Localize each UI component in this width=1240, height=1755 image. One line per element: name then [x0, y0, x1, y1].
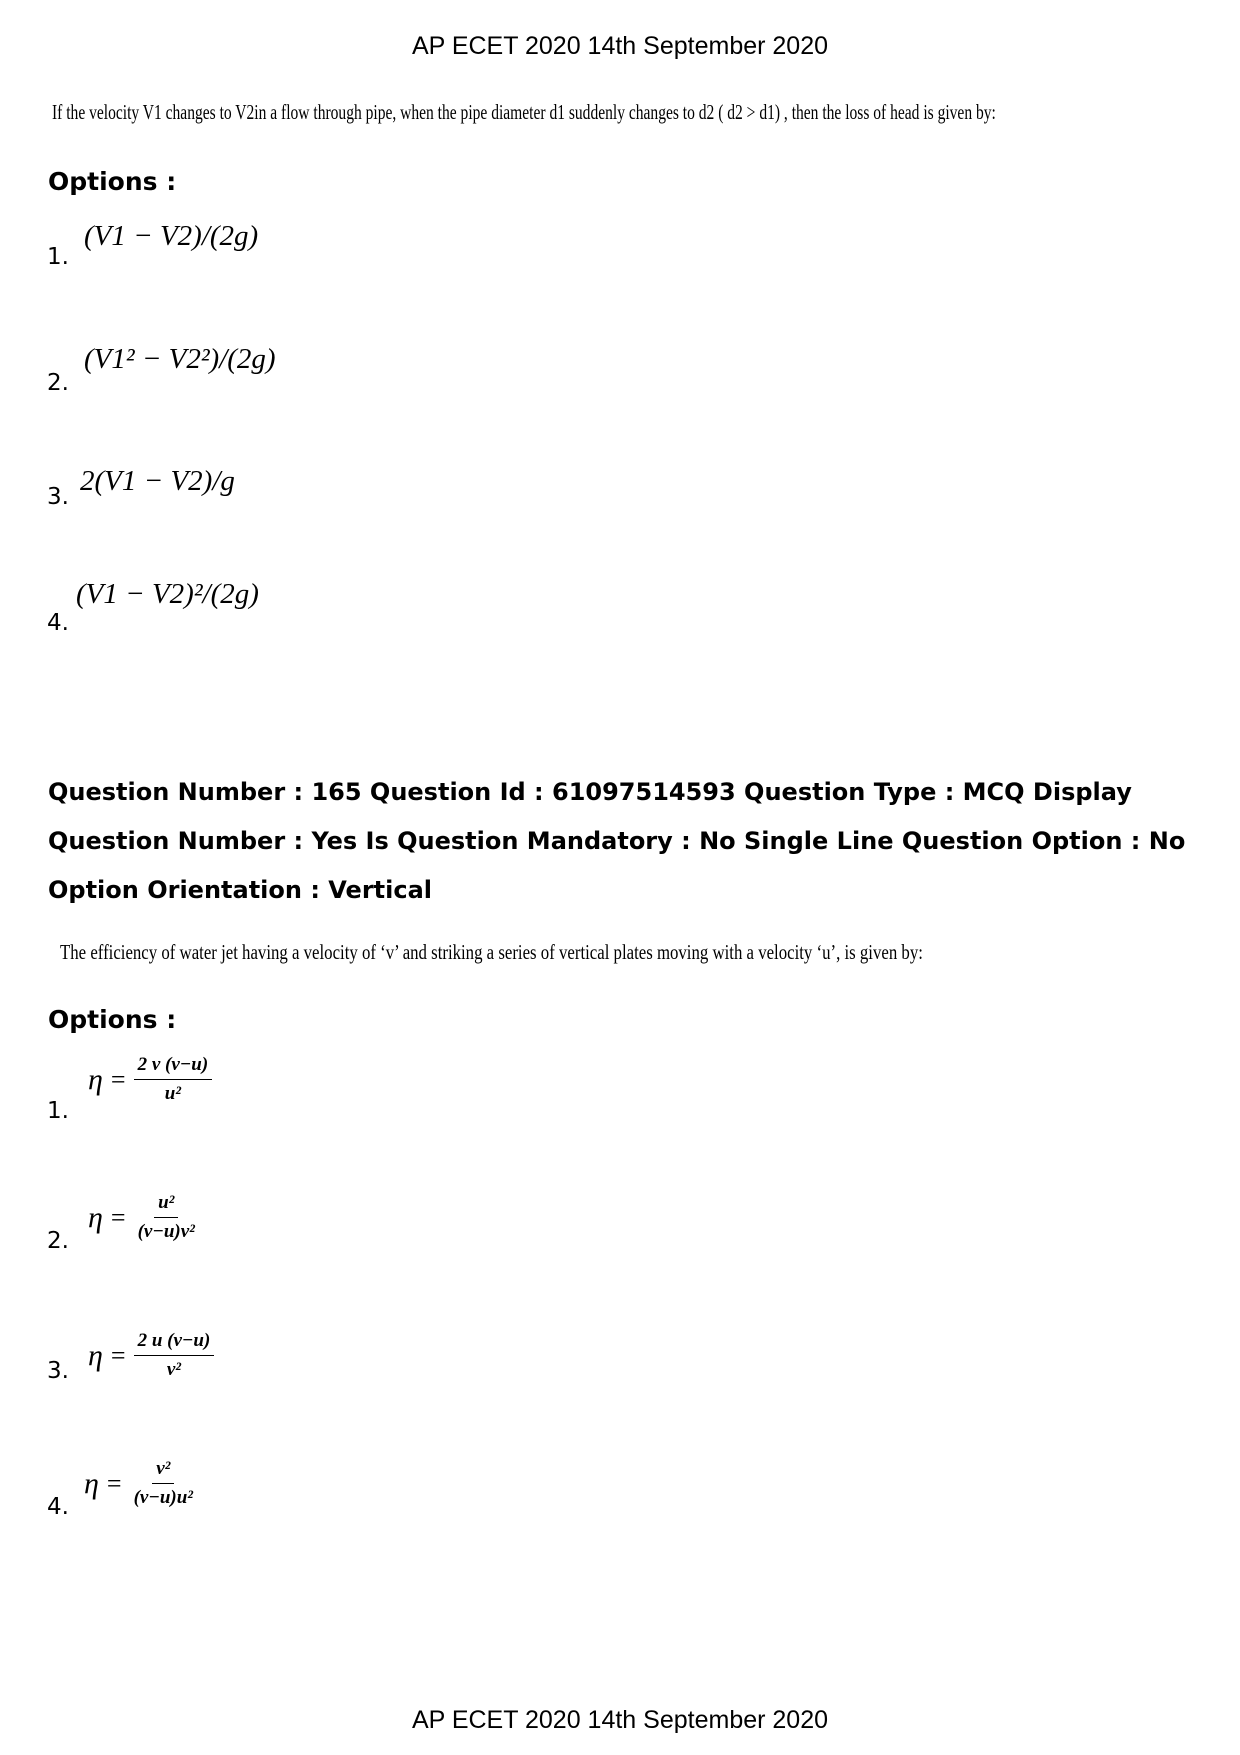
option-number: 2. [47, 370, 69, 396]
option-number: 3. [47, 484, 69, 510]
options-label: Options : [48, 1005, 177, 1034]
page-header: AP ECET 2020 14th September 2020 [411, 32, 829, 60]
option-formula [88, 1330, 214, 1381]
option-number: 2. [47, 1228, 69, 1254]
equals-sign: = [110, 1340, 126, 1370]
equals-sign: = [106, 1468, 122, 1498]
option-number: 4. [47, 1494, 69, 1520]
option-formula [88, 1192, 199, 1243]
question-2-text: The efficiency of water jet having a velocity of ‘v’ and striking a series of vertical plates moving with a velocity ‘u’, is given by: [60, 940, 923, 964]
option-number: 3. [47, 1358, 69, 1384]
denominator: u² [164, 1083, 181, 1104]
equals-sign: = [110, 1202, 126, 1232]
fraction [130, 1458, 197, 1509]
question-1-text: If the velocity V1 changes to V2in a flow through pipe, when the pipe diameter d1 suddenly changes to d2 ( d2 > d1) , then the loss of head is given by: [52, 100, 996, 124]
denominator: (v−u)v² [137, 1221, 195, 1242]
options-label: Options : [48, 167, 177, 196]
numerator: v² [152, 1458, 174, 1484]
page-footer: AP ECET 2020 14th September 2020 [411, 1706, 829, 1734]
option-formula: 2(V1 − V2)/g [80, 465, 235, 497]
option-number: 1. [47, 244, 69, 270]
option-formula: (V1 − V2)²/(2g) [76, 578, 259, 610]
eta-symbol: η [88, 1062, 103, 1096]
question-meta: Question Number : 165 Question Id : 61097514593 Question Type : MCQ Display Question Number : Yes Is Question Mandatory : No Single Line Question Option : No Option Orientation : Vertical [48, 778, 1186, 904]
eta-symbol: η [84, 1466, 99, 1500]
fraction [134, 1330, 215, 1381]
option-formula: (V1 − V2)/(2g) [84, 220, 259, 252]
numerator: 2 u (v−u) [134, 1330, 215, 1356]
fraction [134, 1054, 213, 1105]
eta-symbol: η [88, 1200, 103, 1234]
eta-symbol: η [88, 1338, 103, 1372]
option-formula [88, 1054, 212, 1105]
option-number: 4. [47, 610, 69, 636]
numerator: u² [154, 1192, 178, 1218]
denominator: (v−u)u² [133, 1487, 193, 1508]
option-formula: (V1² − V2²)/(2g) [84, 343, 276, 375]
option-number: 1. [47, 1098, 69, 1124]
numerator: 2 v (v−u) [134, 1054, 213, 1080]
equals-sign: = [110, 1064, 126, 1094]
option-formula [84, 1458, 197, 1509]
fraction [134, 1192, 199, 1243]
denominator: v² [166, 1359, 181, 1380]
